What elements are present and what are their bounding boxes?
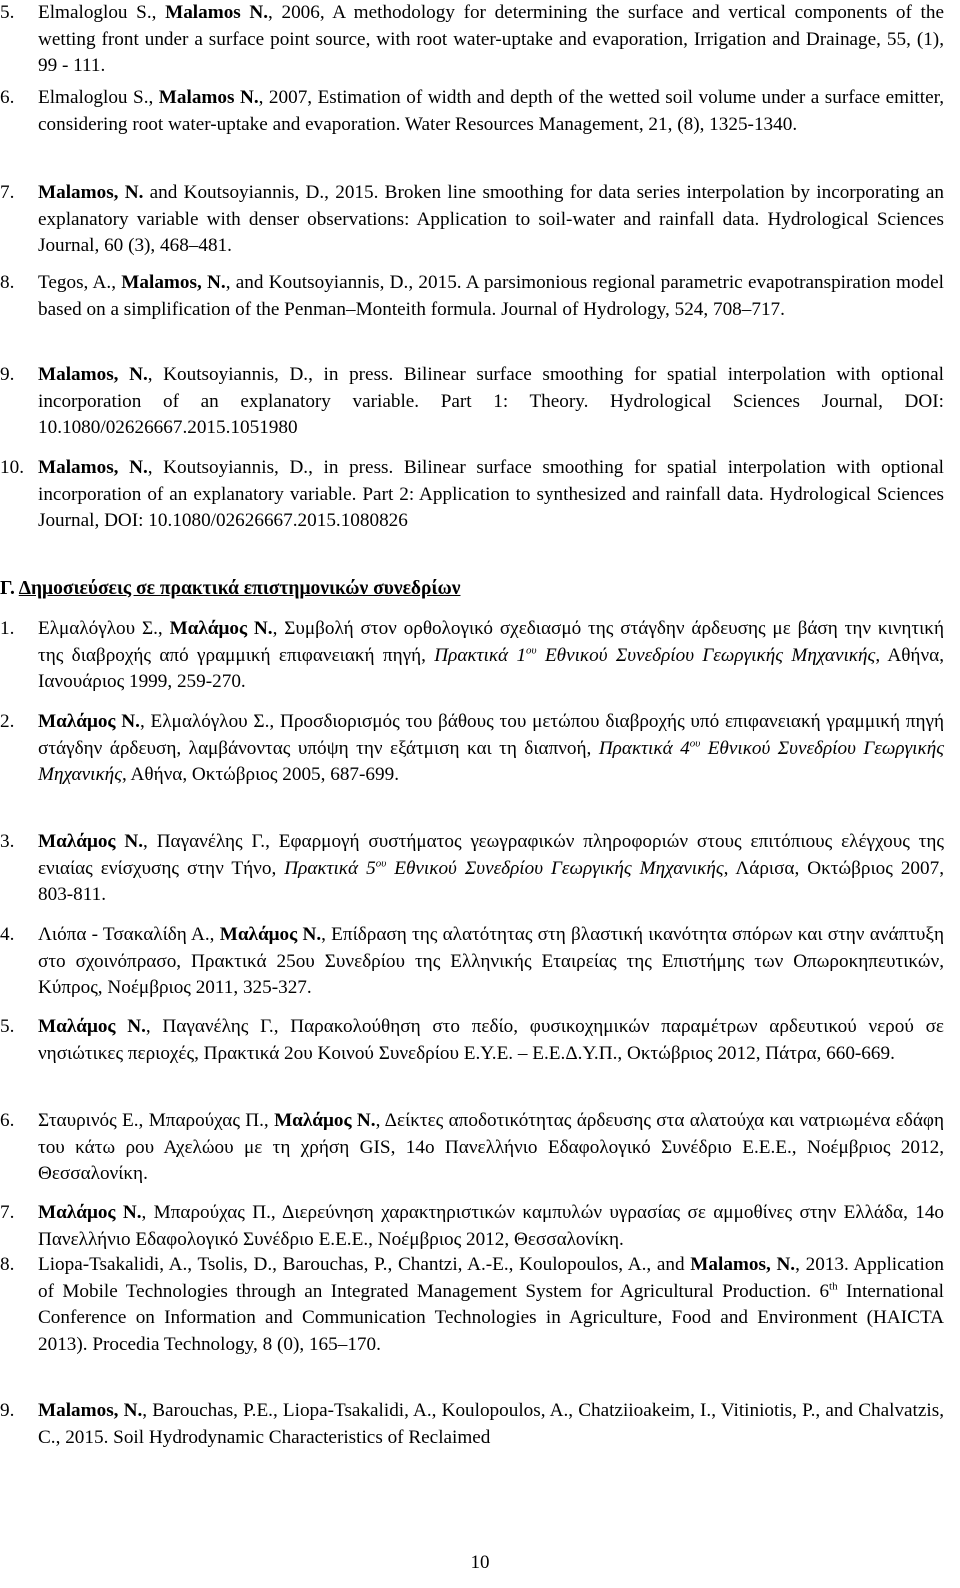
reference-authors: Elmaloglou S., [38, 87, 159, 108]
reference-author-highlight: Malamos, N. [38, 364, 148, 385]
reference-details: , Koutsoyiannis, D., in press. Bilinear surface smoothing for spatial interpolation with optional incorporation of an explanatory variable. Part 2: Application to synthesized and rainfall data. Hydrological Sciences Journal, DOI: 10.1080/02626667.2015.1080826 [38, 457, 945, 532]
reference-author-highlight: Μαλάμος Ν. [38, 711, 140, 732]
reference-location: , Αθήνα, Ιανουάριος 1999, 259-270. [38, 644, 944, 693]
reference-authors: Σταυρινός Ε., Μπαρούχας Π., [38, 1110, 275, 1131]
reference-location: International Conference on Information and Communication Technologies in Agriculture, Food and Environment (HAICTA 2013). Procedia Technology, 8 (0), 165–170. [38, 1280, 945, 1355]
reference-number: 8. [0, 272, 15, 293]
ordinal-suffix: th [829, 1280, 838, 1293]
conference-reference [0, 829, 945, 909]
page-number: 10 [470, 1552, 490, 1573]
reference-author-highlight: Μαλάμος Ν. [38, 1202, 142, 1223]
reference-proceedings: Πρακτικά 5 [284, 857, 376, 879]
reference-author-highlight: Malamos, N. [38, 1400, 143, 1421]
reference-details: and Koutsoyiannis, D., 2015. Broken line smoothing for data series interpolation by incorporating an explanatory variable with denser observations: Application to soil-water and rainfall data. Hydrological Sciences Journal, 60 (3), 468–481. [38, 182, 944, 257]
reference-authors: Tegos, A., [38, 272, 122, 293]
journal-reference [0, 85, 944, 138]
reference-number: 6. [0, 87, 15, 108]
reference-details: , Συμβολή στον ορθολογικό σχεδιασμό της στάγδην άρδευσης με βάση την κινητική της διαβροχής από γραμμική επιφανειακή πηγή, [38, 618, 944, 666]
conference-reference [0, 1108, 945, 1188]
reference-proceedings: Πρακτικά 1 [434, 644, 527, 666]
conference-reference [0, 922, 944, 1002]
reference-author-highlight: Malamos N. [158, 87, 259, 108]
conference-reference [0, 1252, 945, 1358]
reference-author-highlight: Μαλάμος Ν. [169, 618, 273, 639]
reference-authors: Elmaloglou S., [38, 2, 166, 23]
reference-number: 6. [0, 1110, 15, 1131]
reference-details: , 2007, Estimation of width and depth of the wetted soil volume under a surface emitter, considering root water-uptake and evaporation. Water Resources Management, 21, (8), 1325-1340. [38, 87, 945, 135]
conference-reference [0, 616, 944, 696]
reference-details: , Koutsoyiannis, D., in press. Bilinear surface smoothing for spatial interpolation with optional incorporation of an explanatory variable. Part 1: Theory. Hydrological Sciences Journal, DOI: 10.1080/02626667.2015.1051980 [38, 364, 945, 439]
reference-details: , Επίδραση της αλατότητας στη βλαστική ικανότητα σπόρων και στην ανάπτυξη στο σχοινόπρασο, Πρακτικά 25ου Συνεδρίου της Ελληνικής Εταιρείας της Επιστήμης των Οπωροκηπευτικών, Κύπρος, Νοέμβριος 2011, 325-327. [38, 924, 944, 999]
reference-proceedings: Πρακτικά 4 [598, 737, 690, 759]
reference-number: 8. [0, 1254, 15, 1275]
journal-reference [0, 270, 944, 323]
section-title: Δημοσιεύσεις σε πρακτικά επιστημονικών συνεδρίων [18, 578, 461, 599]
ordinal-suffix: ου [689, 737, 701, 750]
reference-details: , Barouchas, P.E., Liopa-Tsakalidi, A., Koulopoulos, A., Chatziioakeim, I., Vitiniotis, P., and Chalvatzis, C., 2015. Soil Hydrodynamic Characteristics of Reclaimed [38, 1400, 944, 1448]
ordinal-suffix: ου [526, 644, 537, 657]
reference-author-highlight: Μαλάμος Ν. [38, 831, 144, 852]
reference-number: 9. [0, 1400, 15, 1421]
reference-proceedings-title: Εθνικού Συνεδρίου Γεωργικής Μηχανικής [38, 737, 944, 786]
reference-number: 5. [0, 2, 15, 23]
reference-details: , 2006, A methodology for determining the surface and vertical components of the wetting front under a surface point source, with root water-uptake and evaporation, Irrigation and Drainage, 55, (1), 99 - 111. [38, 2, 944, 77]
ordinal-suffix: ου [375, 857, 387, 870]
reference-details: , 2013. Application of Mobile Technologies through an Integrated Management System for Agricultural Production. 6 [38, 1254, 945, 1302]
reference-number: 7. [0, 1202, 15, 1223]
reference-details: , Ελμαλόγλου Σ., Προσδιορισμός του βάθους του μετώπου διαβροχής υπό επιφανειακή γραμμική πηγή στάγδην άρδευση, λαμβάνοντας υπόψη την εξάτμιση και τη διαπνοή, [38, 711, 945, 759]
conference-reference [0, 1200, 945, 1253]
reference-details: , Παγανέλης Γ., Εφαρμογή συστήματος γεωγραφικών πληροφοριών στους επιτόπιους ελέγχους της ενιαίας ενίσχυσης στην Τήνο, [38, 831, 945, 879]
reference-author-highlight: Malamos, N. [38, 457, 148, 478]
reference-details: , Παγανέλης Γ., Παρακολούθηση στο πεδίο, φυσικοχημικών παραμέτρων αρδευτικού νερού σε νησιώτικες περιοχές, Πρακτικά 2ου Κοινού Συνεδρίου Ε.Υ.Ε. – Ε.Ε.Δ.Υ.Π., Οκτώβριος 2012, Πάτρα, 660-669. [38, 1016, 944, 1064]
reference-proceedings-title: Εθνικού Συνεδρίου Γεωργικής Μηχανικής [536, 644, 876, 666]
journal-reference [0, 362, 944, 442]
reference-details: , Μπαρούχας Π., Διερεύνηση χαρακτηριστικών καμπυλών υγρασίας σε αμμοθίνες στην Ελλάδα, 14ο Πανελλήνιο Εδαφολογικό Συνέδριο Ε.Ε.Ε., Νοέμβριος 2012, Θεσσαλονίκη. [38, 1202, 945, 1250]
reference-author-highlight: Malamos, N. [121, 272, 226, 293]
reference-number: 3. [0, 831, 15, 852]
reference-details: , and Koutsoyiannis, D., 2015. A parsimonious regional parametric evapotranspiration model based on a simplification of the Penman–Monteith formula. Journal of Hydrology, 524, 708–717. [38, 272, 944, 320]
reference-author-highlight: Malamos N. [165, 2, 269, 23]
reference-author-highlight: Μαλάμος Ν. [274, 1110, 376, 1131]
conference-reference [0, 1398, 944, 1451]
reference-location: , Λάρισα, Οκτώβριος 2007, 803-811. [38, 857, 944, 906]
reference-number: 1. [0, 618, 15, 639]
reference-number: 2. [0, 711, 15, 732]
reference-proceedings-title: Εθνικού Συνεδρίου Γεωργικής Μηχανικής [386, 857, 724, 879]
reference-number: 7. [0, 182, 15, 203]
reference-details: , Δείκτες αποδοτικότητας άρδευσης στα αλατούχα και νατριωμένα εδάφη του κάτω ρου Αχελώου με τη χρήση GIS, 14ο Πανελλήνιο Εδαφολογικό Συνέδριο Ε.Ε.Ε., Νοέμβριος 2012, Θεσσαλονίκη. [38, 1110, 945, 1185]
reference-author-highlight: Μαλάμος Ν. [38, 1016, 146, 1037]
conference-reference [0, 709, 945, 789]
reference-authors: Ελμαλόγλου Σ., [38, 618, 170, 639]
conference-reference [0, 1014, 944, 1067]
reference-number: 10. [0, 457, 24, 478]
reference-author-highlight: Μαλάμος Ν. [219, 924, 322, 945]
section-heading [0, 576, 460, 603]
section-letter: Γ. [0, 578, 19, 599]
reference-author-highlight: Malamos, N. [690, 1254, 796, 1275]
reference-number: 5. [0, 1016, 15, 1037]
reference-number: 9. [0, 364, 15, 385]
reference-number: 4. [0, 924, 15, 945]
reference-authors: Liopa-Tsakalidi, A., Tsolis, D., Barouchas, P., Chantzi, A.-E., Koulopoulos, A., and [38, 1254, 691, 1275]
reference-authors: Λιόπα - Τσακαλίδη Α., [38, 924, 220, 945]
journal-reference [0, 180, 944, 260]
journal-reference [0, 455, 944, 535]
reference-author-highlight: Malamos, N. [38, 182, 144, 203]
journal-reference [0, 0, 944, 80]
reference-location: , Αθήνα, Οκτώβριος 2005, 687-699. [121, 764, 399, 786]
